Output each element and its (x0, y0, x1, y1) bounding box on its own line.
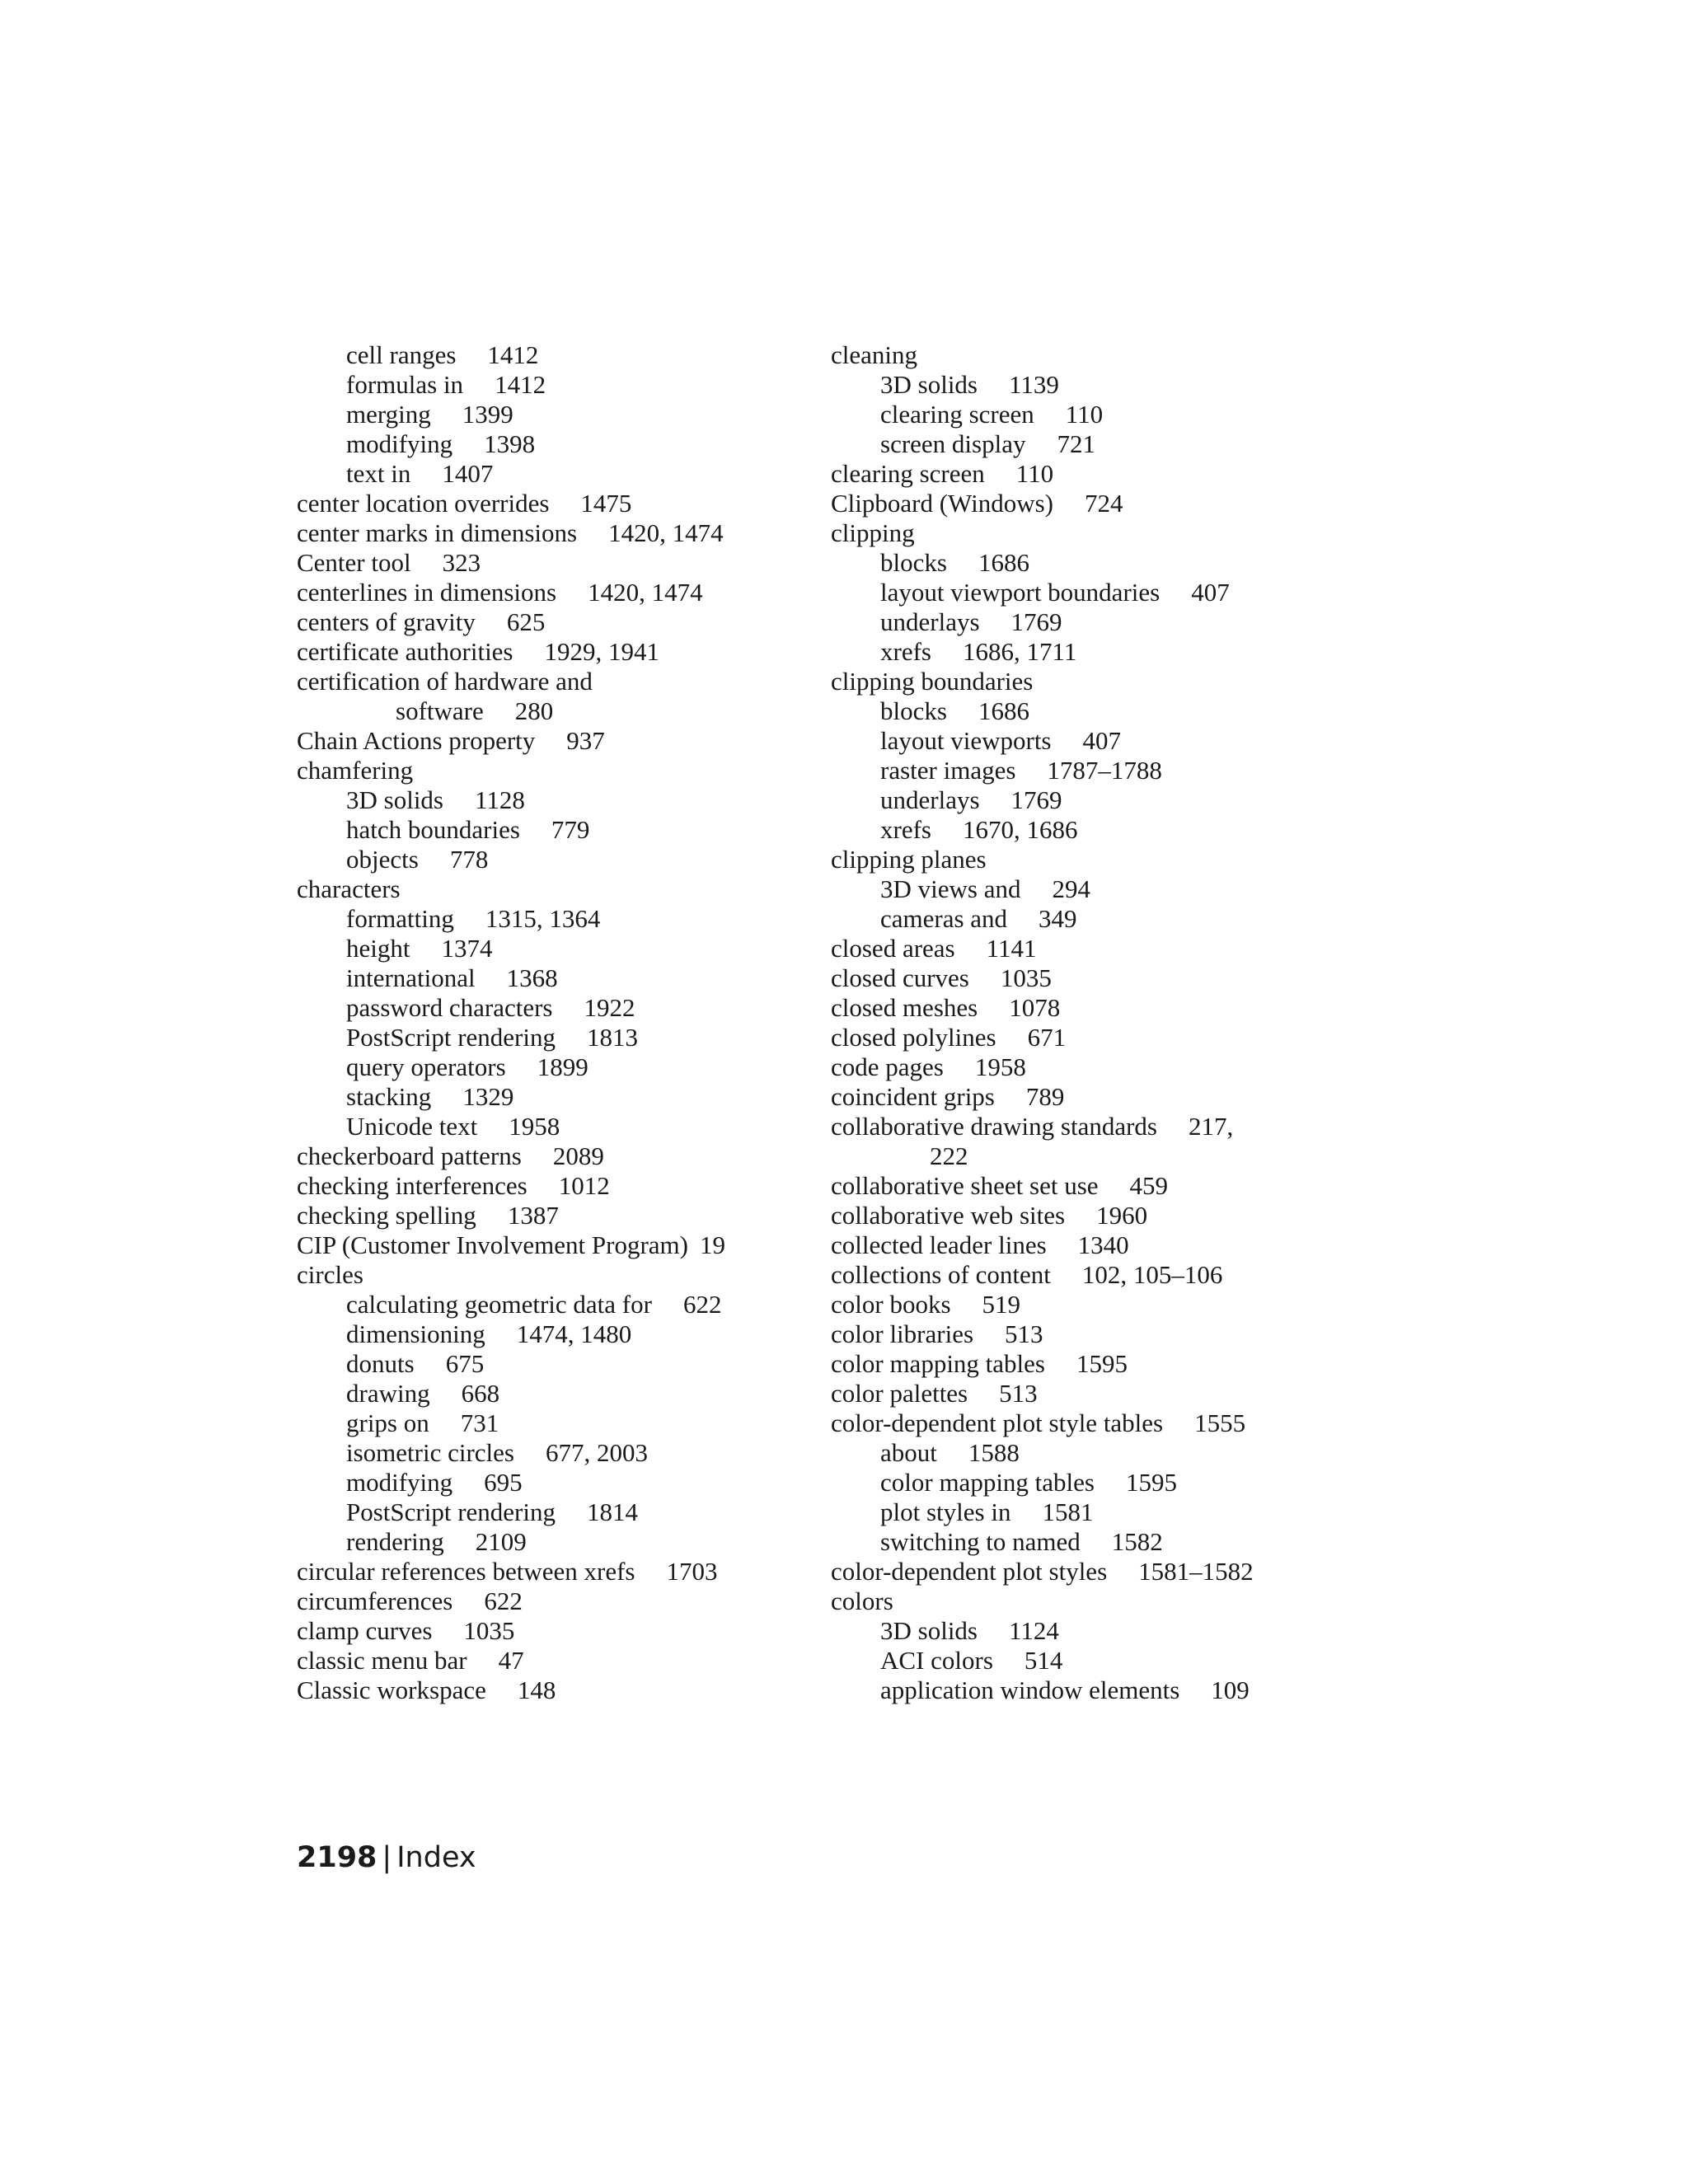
index-term: Chain Actions property (297, 726, 536, 755)
index-entry (831, 726, 1358, 756)
index-page-ref: 731 (460, 1408, 499, 1437)
index-page-ref: 622 (682, 1290, 722, 1319)
index-entry (831, 429, 1358, 459)
index-term: 222 (930, 1141, 968, 1170)
index-term: application window elements (880, 1675, 1180, 1704)
index-term: color mapping tables (880, 1468, 1095, 1497)
index-term: centerlines in dimensions (297, 578, 557, 607)
index-entry (831, 340, 1358, 370)
index-term: layout viewport boundaries (880, 578, 1160, 607)
index-entry (297, 370, 791, 400)
index-entry (831, 489, 1358, 518)
index-page-ref: 349 (1039, 904, 1077, 933)
index-page-ref: 1139 (1009, 370, 1059, 399)
index-term: clearing screen (880, 400, 1034, 429)
index-term: color-dependent plot styles (831, 1557, 1108, 1586)
index-column-left (297, 340, 791, 1705)
index-entry (297, 1379, 791, 1408)
index-entry (831, 1557, 1358, 1586)
index-term: height (346, 934, 410, 963)
index-page-ref: 671 (1027, 1023, 1067, 1052)
index-term: underlays (880, 785, 980, 814)
index-entry (831, 1112, 1358, 1141)
index-page-ref: 1582 (1111, 1527, 1163, 1556)
index-term: screen display (880, 429, 1026, 458)
index-page-ref: 1141 (986, 934, 1037, 963)
section-name: Index (396, 1841, 476, 1874)
index-page-ref: 1769 (1010, 785, 1062, 814)
index-page-ref: 2089 (552, 1141, 604, 1170)
index-page-ref: 724 (1084, 489, 1123, 518)
index-term: xrefs (880, 637, 931, 666)
index-page-ref: 1374 (441, 934, 493, 963)
index-entry (831, 1171, 1358, 1201)
index-entry (297, 934, 791, 963)
index-entry (297, 1527, 791, 1557)
index-entry (831, 667, 1358, 696)
index-term: password characters (346, 993, 553, 1022)
index-entry (831, 963, 1358, 993)
index-entry (297, 1171, 791, 1201)
index-term: checking spelling (297, 1201, 476, 1230)
index-entry (297, 1675, 791, 1705)
index-page-ref: 1703 (666, 1557, 718, 1586)
index-entry (297, 1497, 791, 1527)
index-entry (297, 489, 791, 518)
index-term: collections of content (831, 1260, 1051, 1289)
index-term: color palettes (831, 1379, 968, 1408)
index-entry (297, 1112, 791, 1141)
index-page-ref: 323 (442, 548, 481, 577)
index-term: clipping planes (831, 845, 987, 874)
index-term: cameras and (880, 904, 1008, 933)
index-term: checking interferences (297, 1171, 528, 1200)
index-page-ref: 109 (1211, 1675, 1250, 1704)
index-page-ref: 1958 (509, 1112, 560, 1141)
index-term: 3D solids (880, 1616, 978, 1645)
index-term: collected leader lines (831, 1230, 1047, 1259)
index-term: collaborative drawing standards (831, 1112, 1157, 1141)
index-entry (831, 993, 1358, 1023)
index-page-ref: 519 (982, 1290, 1021, 1319)
index-page-ref: 459 (1129, 1171, 1169, 1200)
index-page-ref: 217, (1188, 1112, 1234, 1141)
index-term: rendering (346, 1527, 444, 1556)
index-page-ref: 1035 (463, 1616, 515, 1645)
index-entry (831, 1468, 1358, 1497)
index-term: center location overrides (297, 489, 550, 518)
index-term: colors (831, 1586, 893, 1615)
index-term: color libraries (831, 1319, 974, 1348)
index-term: stacking (346, 1082, 432, 1111)
index-page-ref: 1035 (1000, 963, 1052, 992)
index-page-ref: 1474, 1480 (516, 1319, 632, 1348)
index-page-ref: 513 (1005, 1319, 1043, 1348)
index-entry (831, 934, 1358, 963)
index-entry (831, 1675, 1358, 1705)
index-term: color books (831, 1290, 951, 1319)
index-page-ref: 1012 (558, 1171, 610, 1200)
index-entry (831, 756, 1358, 785)
index-page-ref: 1670, 1686 (962, 815, 1078, 844)
index-page-ref: 280 (514, 696, 554, 725)
index-page-ref: 1412 (487, 340, 539, 369)
index-entry (831, 815, 1358, 845)
index-entry (831, 1023, 1358, 1052)
page-number: 2198 (297, 1841, 377, 1874)
index-entry (831, 1349, 1358, 1379)
index-entry (831, 1201, 1358, 1230)
index-term: Clipboard (Windows) (831, 489, 1053, 518)
index-entry (831, 1379, 1358, 1408)
index-page-ref: 1769 (1010, 607, 1062, 636)
index-page-ref: 407 (1082, 726, 1121, 755)
index-page-ref: 1686 (978, 696, 1029, 725)
index-page-ref: 1958 (974, 1052, 1026, 1081)
index-entry (831, 370, 1358, 400)
index-entry (297, 1082, 791, 1112)
index-entry (297, 1290, 791, 1319)
index-page-ref: 1399 (462, 400, 513, 429)
index-term: clipping (831, 518, 915, 547)
index-page-ref: 1128 (475, 785, 525, 814)
index-term: circumferences (297, 1586, 453, 1615)
index-page-ref: 47 (498, 1646, 524, 1675)
index-term: 3D views and (880, 874, 1021, 903)
index-term: underlays (880, 607, 980, 636)
index-term: hatch boundaries (346, 815, 520, 844)
index-entry (831, 1527, 1358, 1557)
index-term: cleaning (831, 340, 918, 369)
index-page-ref: 789 (1025, 1082, 1065, 1111)
index-term: xrefs (880, 815, 931, 844)
index-entry (297, 756, 791, 785)
index-term: Center tool (297, 548, 411, 577)
index-entry (297, 429, 791, 459)
index-term: PostScript rendering (346, 1497, 556, 1526)
index-term: chamfering (297, 756, 414, 785)
index-entry (831, 1586, 1358, 1616)
index-term: dimensioning (346, 1319, 485, 1348)
index-page-ref: 1398 (484, 429, 536, 458)
page-footer (297, 1840, 476, 1876)
index-entry (831, 1141, 1358, 1171)
index-entry (831, 1616, 1358, 1646)
index-entry (297, 1141, 791, 1171)
index-page-ref: 1420, 1474 (588, 578, 703, 607)
index-term: donuts (346, 1349, 415, 1378)
index-term: plot styles in (880, 1497, 1011, 1526)
index-term: 3D solids (346, 785, 443, 814)
index-entry (297, 1349, 791, 1379)
index-page-ref: 1475 (580, 489, 632, 518)
index-term: grips on (346, 1408, 429, 1437)
index-page-ref: 1581 (1042, 1497, 1094, 1526)
index-term: clearing screen (831, 459, 985, 488)
index-page-ref: 779 (551, 815, 590, 844)
index-entry (831, 459, 1358, 489)
index-entry (297, 1260, 791, 1290)
index-entry (831, 1260, 1358, 1290)
index-page-ref: 407 (1191, 578, 1230, 607)
index-entry (831, 904, 1358, 934)
index-entry (297, 1052, 791, 1082)
index-entry (831, 696, 1358, 726)
index-entry (297, 1201, 791, 1230)
index-entry (297, 578, 791, 607)
index-page-ref: 675 (445, 1349, 485, 1378)
index-entry (297, 1557, 791, 1586)
index-entry (297, 963, 791, 993)
index-term: text in (346, 459, 411, 488)
index-page-ref: 1315, 1364 (485, 904, 601, 933)
index-term: collaborative web sites (831, 1201, 1066, 1230)
index-entry (297, 785, 791, 815)
index-entry (831, 400, 1358, 429)
index-term: blocks (880, 696, 947, 725)
index-entry (297, 637, 791, 667)
index-entry (297, 1319, 791, 1349)
index-term: international (346, 963, 476, 992)
index-entry (297, 726, 791, 756)
index-entry (831, 578, 1358, 607)
index-column-right (831, 340, 1358, 1705)
index-entry (831, 1646, 1358, 1675)
index-entry (831, 874, 1358, 904)
index-entry (831, 1438, 1358, 1468)
index-page-ref: 1078 (1009, 993, 1061, 1022)
index-term: center marks in dimensions (297, 518, 578, 547)
index-term: software (396, 696, 484, 725)
index-page-ref: 1899 (537, 1052, 588, 1081)
index-entry (297, 400, 791, 429)
index-term: closed meshes (831, 993, 978, 1022)
index-term: query operators (346, 1052, 506, 1081)
index-page-ref: 19 (699, 1230, 725, 1259)
index-page-ref: 668 (461, 1379, 500, 1408)
index-entry (297, 548, 791, 578)
index-term: clipping boundaries (831, 667, 1034, 696)
index-page-ref: 677, 2003 (546, 1438, 648, 1467)
index-term: certification of hardware and (297, 667, 593, 696)
index-entry (831, 548, 1358, 578)
index-entry (297, 904, 791, 934)
index-term: about (880, 1438, 937, 1467)
index-term: CIP (Customer Involvement Program) (297, 1230, 688, 1259)
index-page-ref: 1340 (1077, 1230, 1129, 1259)
index-page-ref: 1686, 1711 (962, 637, 1077, 666)
index-entry (297, 667, 791, 696)
index-page-ref: 1595 (1126, 1468, 1177, 1497)
index-page-ref: 1588 (968, 1438, 1020, 1467)
index-term: layout viewports (880, 726, 1052, 755)
index-page-ref: 110 (1015, 459, 1054, 488)
index-term: closed areas (831, 934, 955, 963)
index-page-ref: 778 (449, 845, 489, 874)
index-entry (297, 1616, 791, 1646)
index-page-ref: 1581–1582 (1138, 1557, 1254, 1586)
index-entry (831, 607, 1358, 637)
footer-separator: | (382, 1841, 392, 1874)
index-entry (297, 1408, 791, 1438)
index-term: formatting (346, 904, 454, 933)
index-term: formulas in (346, 370, 464, 399)
index-term: closed polylines (831, 1023, 996, 1052)
index-page-ref: 1922 (584, 993, 635, 1022)
index-term: raster images (880, 756, 1016, 785)
index-entry (831, 1408, 1358, 1438)
index-term: checkerboard patterns (297, 1141, 522, 1170)
index-page-ref: 625 (506, 607, 546, 636)
index-page-ref: 110 (1065, 400, 1104, 429)
index-entry (831, 845, 1358, 874)
index-page-ref: 1595 (1076, 1349, 1128, 1378)
index-page-ref: 695 (484, 1468, 523, 1497)
index-term: color mapping tables (831, 1349, 1045, 1378)
index-entry (831, 518, 1358, 548)
index-term: centers of gravity (297, 607, 476, 636)
index-entry (297, 696, 791, 726)
index-term: clamp curves (297, 1616, 433, 1645)
index-page-ref: 514 (1024, 1646, 1063, 1675)
index-entry (831, 785, 1358, 815)
index-term: color-dependent plot style tables (831, 1408, 1164, 1437)
index-entry (297, 815, 791, 845)
index-entry (297, 845, 791, 874)
index-entry (297, 1230, 791, 1260)
index-page-ref: 148 (517, 1675, 556, 1704)
index-term: objects (346, 845, 419, 874)
index-term: Unicode text (346, 1112, 478, 1141)
index-term: certificate authorities (297, 637, 513, 666)
index-term: ACI colors (880, 1646, 993, 1675)
index-page-ref: 1929, 1941 (544, 637, 660, 666)
index-page-ref: 1686 (978, 548, 1029, 577)
index-page-ref: 1329 (462, 1082, 514, 1111)
index-entry (297, 1468, 791, 1497)
index-entry (831, 1230, 1358, 1260)
index-page-ref: 513 (999, 1379, 1038, 1408)
index-term: 3D solids (880, 370, 978, 399)
index-term: characters (297, 874, 401, 903)
index-page-ref: 1555 (1194, 1408, 1246, 1437)
index-term: drawing (346, 1379, 430, 1408)
index-entry (831, 1290, 1358, 1319)
index-entry (297, 1646, 791, 1675)
index-term: PostScript rendering (346, 1023, 556, 1052)
index-entry (297, 1586, 791, 1616)
index-entry (831, 1319, 1358, 1349)
index-page-ref: 1814 (587, 1497, 638, 1526)
index-entry (831, 637, 1358, 667)
index-entry (297, 1023, 791, 1052)
index-entry (297, 1438, 791, 1468)
index-page-ref: 721 (1057, 429, 1095, 458)
index-page-ref: 1813 (587, 1023, 638, 1052)
index-page-ref: 1960 (1096, 1201, 1148, 1230)
index-term: Classic workspace (297, 1675, 486, 1704)
index-term: merging (346, 400, 431, 429)
index-entry (297, 459, 791, 489)
index-entry (831, 1082, 1358, 1112)
index-term: classic menu bar (297, 1646, 467, 1675)
index-page-ref: 1407 (442, 459, 494, 488)
index-entry (831, 1497, 1358, 1527)
index-entry (297, 993, 791, 1023)
index-term: isometric circles (346, 1438, 514, 1467)
index-term: switching to named (880, 1527, 1081, 1556)
index-term: collaborative sheet set use (831, 1171, 1099, 1200)
index-term: code pages (831, 1052, 944, 1081)
index-term: cell ranges (346, 340, 457, 369)
index-entry (297, 518, 791, 548)
index-page-ref: 2109 (475, 1527, 527, 1556)
index-page-ref: 1787–1788 (1047, 756, 1162, 785)
index-page-ref: 1124 (1009, 1616, 1059, 1645)
index-entry (297, 874, 791, 904)
index-page-ref: 1387 (507, 1201, 559, 1230)
index-term: modifying (346, 1468, 453, 1497)
index-page-ref: 294 (1052, 874, 1090, 903)
index-page-ref: 1420, 1474 (608, 518, 724, 547)
index-page-ref: 102, 105–106 (1081, 1260, 1223, 1289)
index-term: modifying (346, 429, 453, 458)
index-term: circles (297, 1260, 363, 1289)
index-page-ref: 937 (566, 726, 605, 755)
index-term: closed curves (831, 963, 969, 992)
index-term: calculating geometric data for (346, 1290, 652, 1319)
index-term: circular references between xrefs (297, 1557, 635, 1586)
index-term: blocks (880, 548, 947, 577)
index-entry (297, 607, 791, 637)
index-entry (297, 340, 791, 370)
index-page-ref: 622 (484, 1586, 523, 1615)
index-term: coincident grips (831, 1082, 995, 1111)
index-page-ref: 1368 (506, 963, 558, 992)
index-entry (831, 1052, 1358, 1082)
index-page-ref: 1412 (495, 370, 546, 399)
